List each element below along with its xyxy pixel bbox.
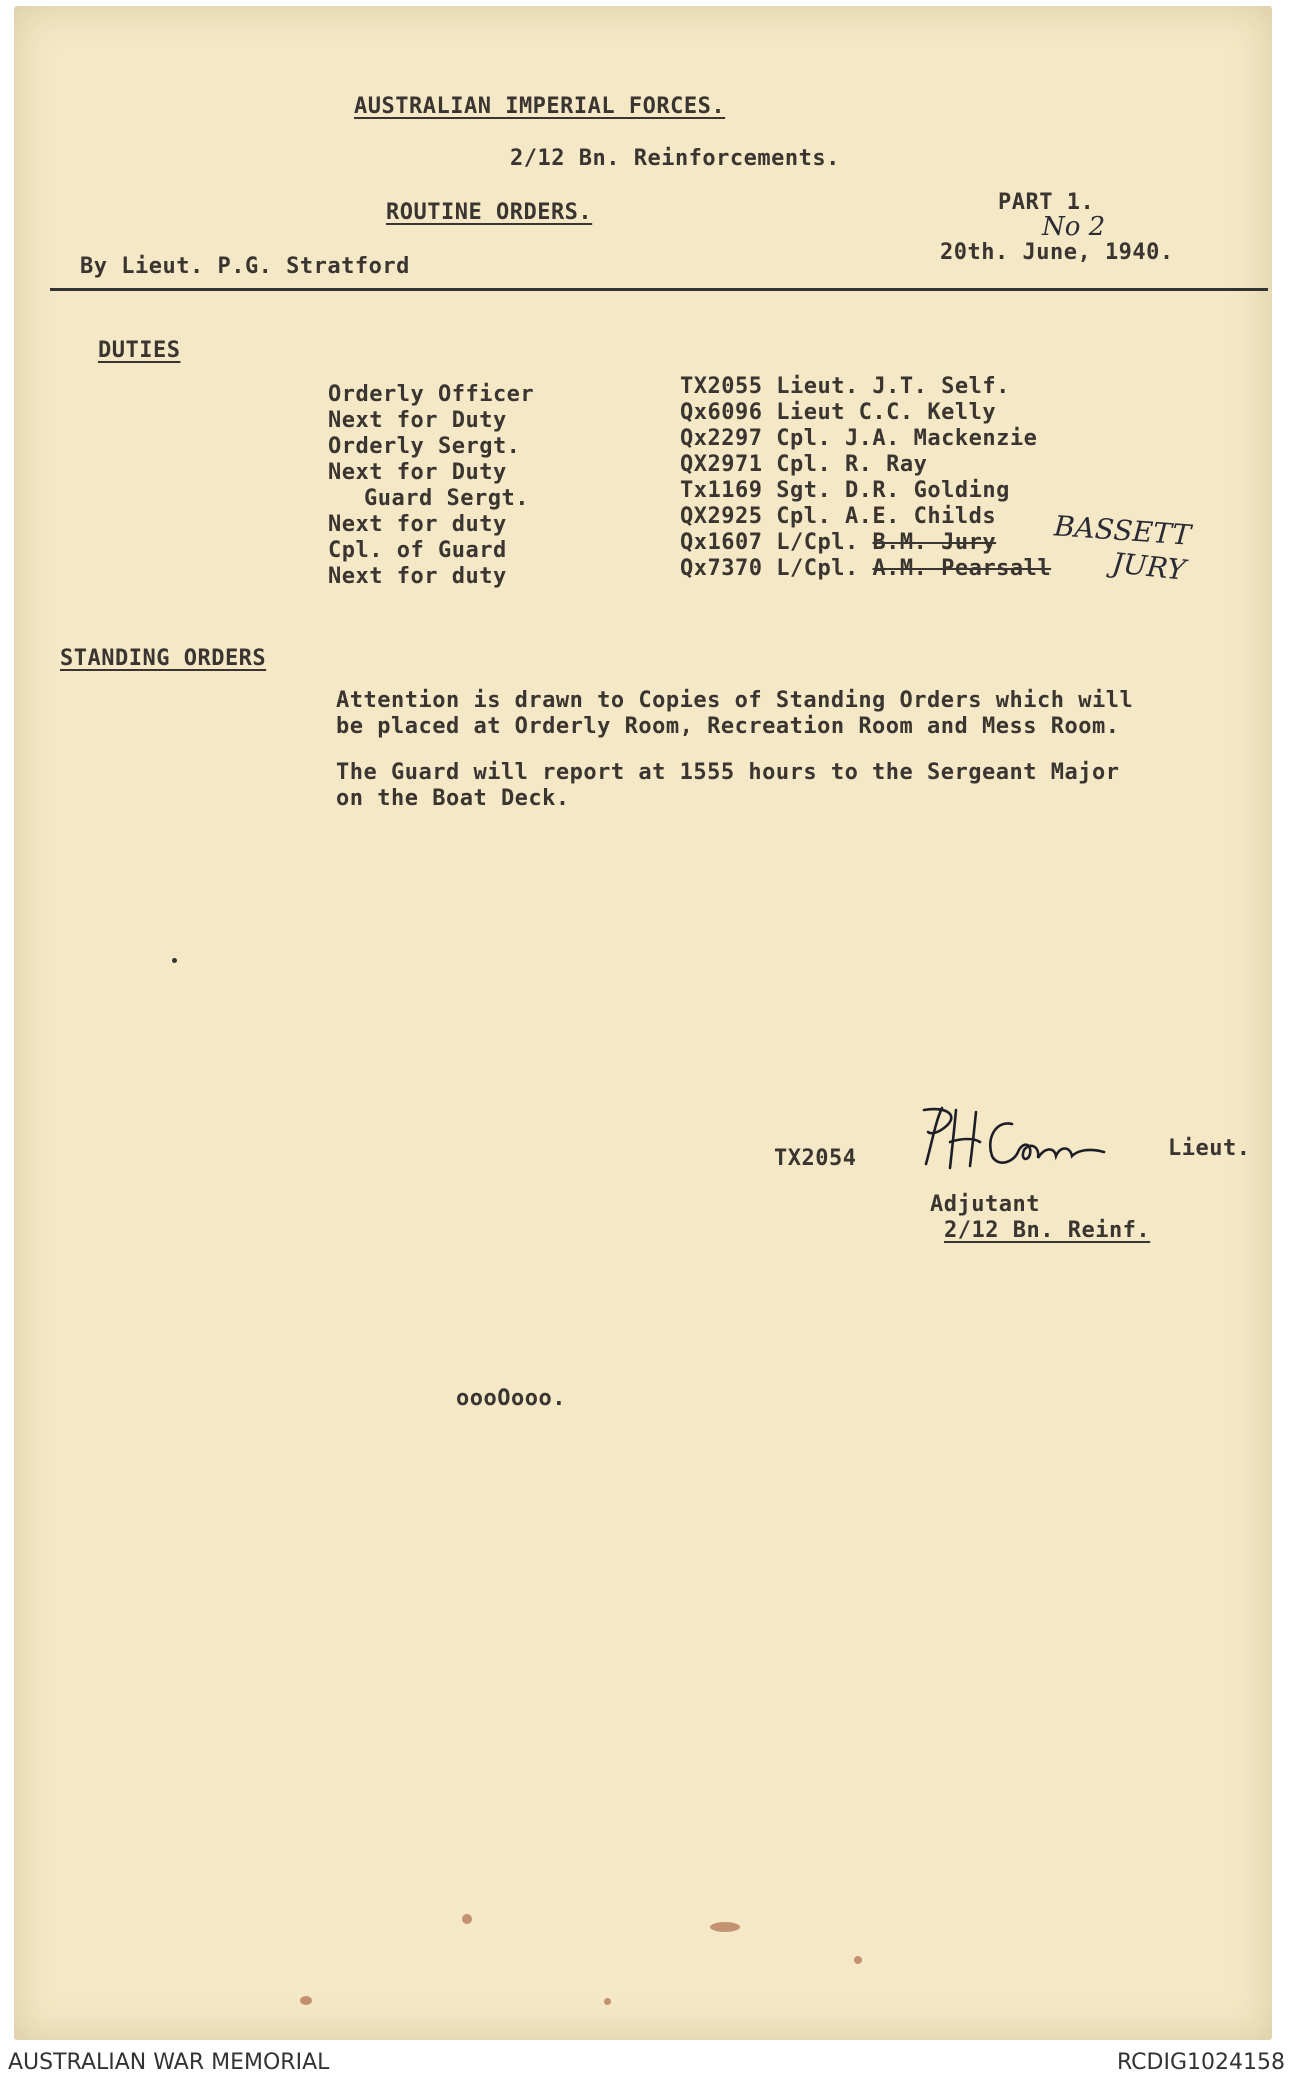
unit-heading: 2/12 Bn. Reinforcements.	[510, 146, 840, 171]
paper-stain	[300, 1996, 312, 2005]
footer-source: AUSTRALIAN WAR MEMORIAL	[8, 2050, 330, 2075]
handwritten-correction: BASSETT	[1053, 509, 1192, 552]
standing-orders-text: The Guard will report at 1555 hours to the Sergeant Major	[336, 760, 1120, 785]
signatory-unit: 2/12 Bn. Reinf.	[944, 1218, 1151, 1243]
header-divider	[50, 288, 1268, 291]
duty-entry-prefix: Qx1607 L/Cpl.	[680, 530, 859, 555]
org-heading: AUSTRALIAN IMPERIAL FORCES.	[354, 94, 726, 119]
duty-entry	[680, 530, 996, 555]
duty-role: Cpl. of Guard	[328, 538, 507, 563]
standing-orders-text: Attention is drawn to Copies of Standing Orders which will	[336, 688, 1134, 713]
duty-role: Guard Sergt.	[364, 486, 529, 511]
footer-id: RCDIG1024158	[1116, 2050, 1285, 2075]
signatory-rank: Lieut.	[1168, 1136, 1251, 1161]
part-number-handwritten: No 2	[1042, 212, 1106, 242]
duty-role: Orderly Sergt.	[328, 434, 521, 459]
duty-entry	[680, 556, 1051, 581]
duty-entry: QX2925 Cpl. A.E. Childs	[680, 504, 997, 529]
duty-role: Next for duty	[328, 564, 507, 589]
paper-stain	[710, 1922, 740, 1932]
standing-orders-text: be placed at Orderly Room, Recreation Room and Mess Room.	[336, 714, 1120, 739]
document-title: ROUTINE ORDERS.	[386, 200, 593, 225]
struck-name: A.M. Pearsall	[872, 556, 1052, 581]
duty-entry: QX2971 Cpl. R. Ray	[680, 452, 928, 477]
part-label: PART 1.	[998, 190, 1095, 215]
handwritten-correction: JURY	[1110, 546, 1188, 587]
duty-entry: Qx2297 Cpl. J.A. Mackenzie	[680, 426, 1038, 451]
signature-image	[914, 1102, 1124, 1182]
signatory-number: TX2054	[774, 1146, 857, 1171]
issued-by: By Lieut. P.G. Stratford	[80, 254, 410, 279]
duty-role: Next for Duty	[328, 408, 507, 433]
end-of-document-mark: oooOooo.	[456, 1386, 566, 1411]
paper-stain	[854, 1956, 862, 1964]
standing-orders-heading: STANDING ORDERS	[60, 646, 267, 671]
paper-mark	[172, 958, 177, 963]
standing-orders-text: on the Boat Deck.	[336, 786, 570, 811]
duty-entry: Tx1169 Sgt. D.R. Golding	[680, 478, 1010, 503]
duty-role: Next for duty	[328, 512, 507, 537]
duty-entry-prefix: Qx7370 L/Cpl.	[680, 556, 859, 581]
duties-heading: DUTIES	[98, 338, 181, 363]
struck-name: B.M. Jury	[872, 530, 997, 555]
paper-stain	[462, 1914, 472, 1924]
duty-role: Orderly Officer	[328, 382, 535, 407]
document-page	[14, 6, 1272, 2040]
duty-entry: TX2055 Lieut. J.T. Self.	[680, 374, 1010, 399]
document-date: 20th. June, 1940.	[940, 240, 1174, 265]
signatory-role: Adjutant	[930, 1192, 1040, 1217]
duty-entry: Qx6096 Lieut C.C. Kelly	[680, 400, 997, 425]
paper-stain	[604, 1998, 611, 2005]
duty-role: Next for Duty	[328, 460, 507, 485]
